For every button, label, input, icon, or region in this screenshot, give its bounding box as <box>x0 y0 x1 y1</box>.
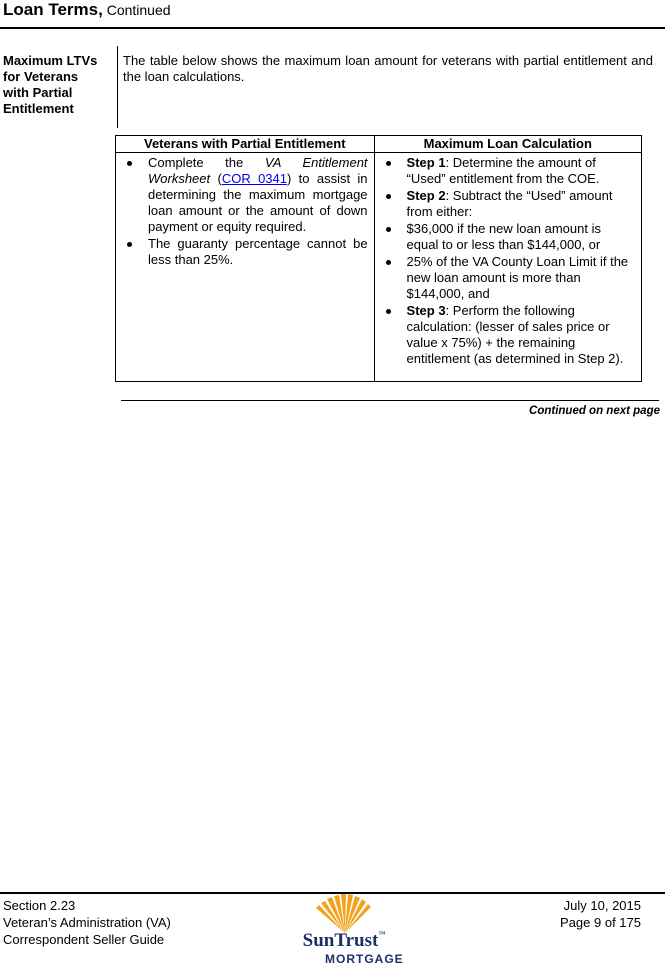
step-label: Step 2 <box>406 188 446 203</box>
section-heading-line: with Partial <box>3 85 73 100</box>
list-item <box>383 188 635 220</box>
list-item <box>383 221 635 253</box>
bullet-text: : Perform the following calculation: (lesser of sales price or value x 75%) + the remaining entitlement (as determined in Step 2). <box>406 303 624 366</box>
continued-rule <box>121 400 659 401</box>
logo-text: SunTrust <box>302 930 379 951</box>
page-title-continued: Continued <box>102 2 171 18</box>
footer-left <box>3 897 171 948</box>
max-loan-calc-list <box>383 155 635 367</box>
logo-trademark: ™ <box>378 930 386 938</box>
list-item <box>124 236 368 268</box>
worksheet-name: VA Entitlement Worksheet <box>148 155 368 186</box>
bullet-text: 25% of the VA County Loan Limit if the new loan amount is more than $144,000, and <box>406 254 629 301</box>
footer-date: July 10, 2015 <box>563 898 641 913</box>
page-title <box>3 0 171 20</box>
bullet-text: The guaranty percentage cannot be less than 25%. <box>148 236 368 267</box>
list-item <box>383 303 635 367</box>
section-heading-line: for Veterans <box>3 69 79 84</box>
max-loan-calc-cell <box>374 153 641 382</box>
footer-section: Section 2.23 <box>3 898 76 913</box>
logo-subtitle: MORTGAGE <box>325 952 404 966</box>
footer-page-number: Page 9 of 175 <box>560 915 641 930</box>
footer-guide-name: Correspondent Seller Guide <box>3 932 165 947</box>
bullet-text: : Determine the amount of “Used” entitlement from the COE. <box>406 155 600 186</box>
step-label: Step 1 <box>406 155 446 170</box>
section-heading-line: Entitlement <box>3 101 74 116</box>
ltv-table <box>115 135 642 382</box>
section-heading-line: Maximum LTVs <box>3 53 98 68</box>
paren-open: ( <box>210 171 222 186</box>
section-heading <box>3 53 115 117</box>
footer-chapter: Veteran’s Administration (VA) <box>3 915 171 930</box>
column-header-partial-entitlement: Veterans with Partial Entitlement <box>116 136 375 153</box>
column-header-max-loan-calc: Maximum Loan Calculation <box>374 136 641 153</box>
intro-paragraph: The table below shows the maximum loan amount for veterans with partial entitlement and the loan calculations. <box>123 53 653 84</box>
table-header-row <box>116 136 642 153</box>
bullet-text: Complete the <box>148 155 265 170</box>
suntrust-logo <box>285 893 405 969</box>
bullet-text: $36,000 if the new loan amount is equal to or less than $144,000, or <box>406 221 601 252</box>
bullet-text: ) to assist in determining the maximum mortgage loan amount or the amount of down payment or equity required. <box>148 171 368 234</box>
partial-entitlement-cell <box>116 153 375 382</box>
list-item <box>124 155 368 235</box>
partial-entitlement-list <box>124 155 368 268</box>
footer-right <box>560 897 641 931</box>
list-item <box>383 155 635 187</box>
step-label: Step 3 <box>406 303 446 318</box>
bullet-text: : Subtract the “Used” amount from either: <box>406 188 613 219</box>
continued-on-next-page: Continued on next page <box>529 405 660 417</box>
logo-wordmark <box>285 930 403 952</box>
sun-icon <box>297 893 393 933</box>
list-item <box>383 254 635 302</box>
table-row <box>116 153 642 382</box>
page-title-main: Loan Terms, <box>3 0 103 19</box>
cor-0341-link[interactable]: COR 0341 <box>221 171 287 186</box>
section-divider <box>117 46 118 128</box>
title-rule <box>0 27 665 29</box>
